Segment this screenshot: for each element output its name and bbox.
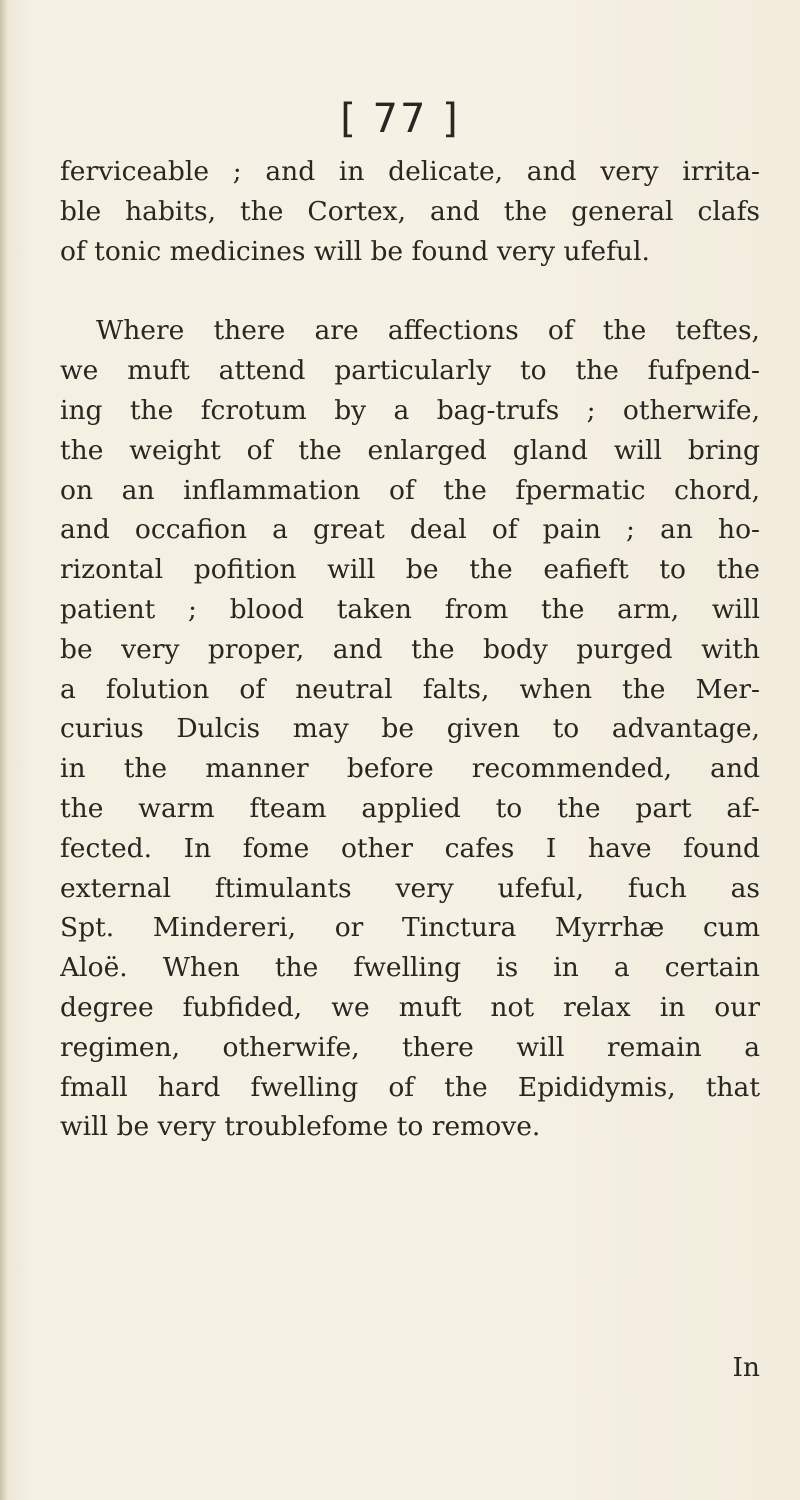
text-line: ferviceable ; and in delicate, and very irrita-	[60, 156, 760, 187]
text-line: rizontal pofition will be the eafieft to the	[60, 554, 760, 586]
text-line: on an inflammation of the fpermatic chord,	[60, 474, 760, 506]
text-line: Where there are affections of the teftes,	[96, 315, 760, 347]
text-line: external ftimulants very ufeful, fuch as	[60, 872, 760, 904]
text-line: ing the fcrotum by a bag-trufs ; otherwife,	[60, 394, 760, 426]
text-line: regimen, otherwife, there will remain a	[60, 1031, 760, 1063]
text-line: ble habits, the Cortex, and the general clafs	[60, 195, 760, 227]
text-line: we muft attend particularly to the fufpend-	[60, 355, 760, 387]
text-line: degree fubfided, we muft not relax in our	[60, 991, 760, 1023]
gutter-shadow	[0, 0, 8, 1500]
text-line: patient ; blood taken from the arm, will	[60, 593, 760, 625]
body-text	[60, 152, 760, 1147]
text-line: of tonic medicines will be found very ufeful.	[60, 235, 650, 267]
text-line: will be very troublefome to remove.	[60, 1111, 541, 1143]
text-line: fected. In fome other cafes I have found	[60, 832, 760, 864]
text-line: Spt. Mindereri, or Tinctura Myrrhæ cum	[60, 912, 760, 944]
text-line: a folution of neutral falts, when the Mer-	[60, 673, 760, 705]
text-line: and occafion a great deal of pain ; an ho-	[60, 514, 760, 546]
paragraph-gap	[60, 271, 760, 311]
catchword: In	[732, 1352, 760, 1383]
text-line: the warm fteam applied to the part af-	[60, 792, 760, 824]
text-line: the weight of the enlarged gland will bring	[60, 434, 760, 466]
text-line: fmall hard fwelling of the Epididymis, that	[60, 1071, 760, 1103]
page-number-header: [ 77 ]	[340, 96, 460, 142]
text-line: Aloë. When the fwelling is in a certain	[60, 952, 760, 984]
text-line: be very proper, and the body purged with	[60, 633, 760, 665]
text-line: curius Dulcis may be given to advantage,	[60, 713, 760, 745]
text-line: in the manner before recommended, and	[60, 753, 760, 785]
